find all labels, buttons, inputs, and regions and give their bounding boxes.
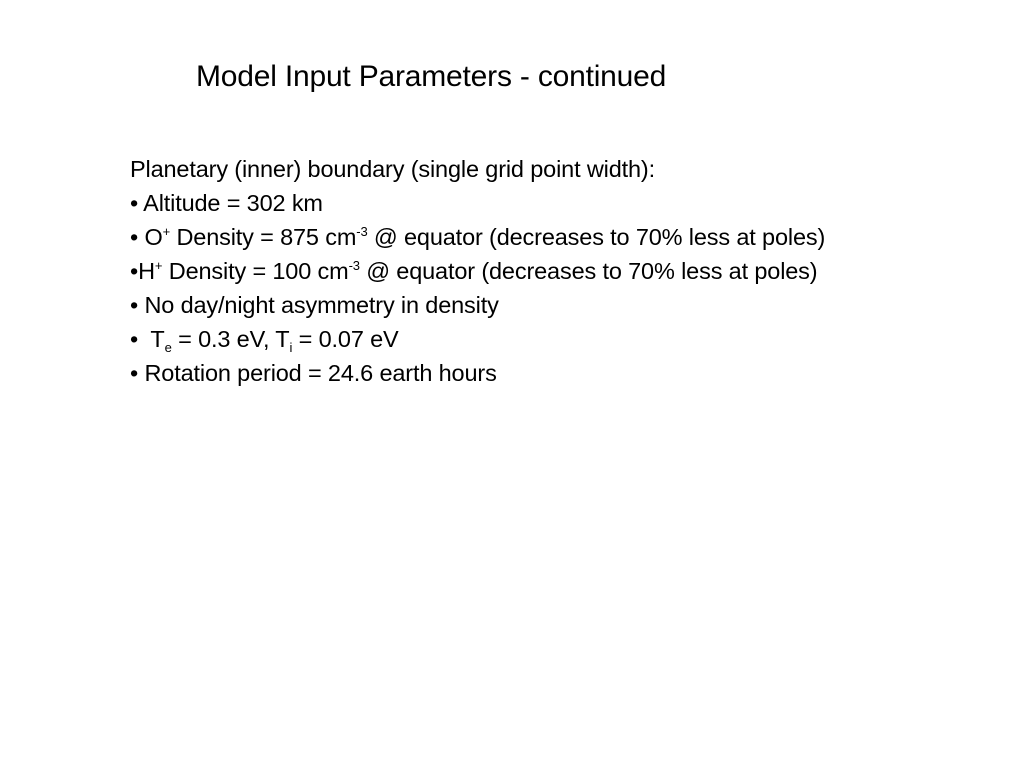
h-density-exponent: -3 <box>348 258 360 273</box>
bullet-o-density <box>130 220 1010 254</box>
h-ion-symbol: H <box>138 258 155 284</box>
bullet-marker: • <box>130 224 139 250</box>
rotation-text: Rotation period = 24.6 earth hours <box>144 360 497 386</box>
h-density-location: @ equator (decreases to 70% less at poles) <box>366 258 818 284</box>
bullet-marker: • <box>130 360 139 386</box>
ti-subscript: i <box>289 340 293 355</box>
slide-title: Model Input Parameters - continued <box>196 60 667 93</box>
ti-symbol: T <box>275 326 290 352</box>
o-density-text: Density = 875 cm <box>176 224 357 250</box>
asymmetry-text: No day/night asymmetry in density <box>144 292 499 318</box>
bullet-marker: • <box>130 258 139 284</box>
bullet-asymmetry <box>130 288 1010 322</box>
bullet-marker: • <box>130 292 139 318</box>
o-ion-charge: + <box>162 224 171 239</box>
h-ion-charge: + <box>154 258 163 273</box>
altitude-text: Altitude = 302 km <box>143 190 323 216</box>
o-density-exponent: -3 <box>356 224 368 239</box>
o-density-location: @ equator (decreases to 70% less at poles) <box>373 224 826 250</box>
slide-content <box>130 152 1010 390</box>
te-symbol: T <box>150 326 165 352</box>
h-density-text: Density = 100 cm <box>168 258 349 284</box>
bullet-rotation <box>130 356 1010 390</box>
ti-value: = 0.07 eV <box>298 326 399 352</box>
te-subscript: e <box>164 340 172 355</box>
bullet-h-density <box>130 254 1010 288</box>
bullet-altitude <box>130 186 1010 220</box>
bullet-temperature <box>130 322 1010 356</box>
bullet-marker: • <box>130 326 139 352</box>
te-value: = 0.3 eV, <box>178 326 276 352</box>
boundary-heading: Planetary (inner) boundary (single grid point width): <box>130 156 655 182</box>
o-ion-symbol: O <box>144 224 163 250</box>
bullet-marker: • <box>130 190 139 216</box>
